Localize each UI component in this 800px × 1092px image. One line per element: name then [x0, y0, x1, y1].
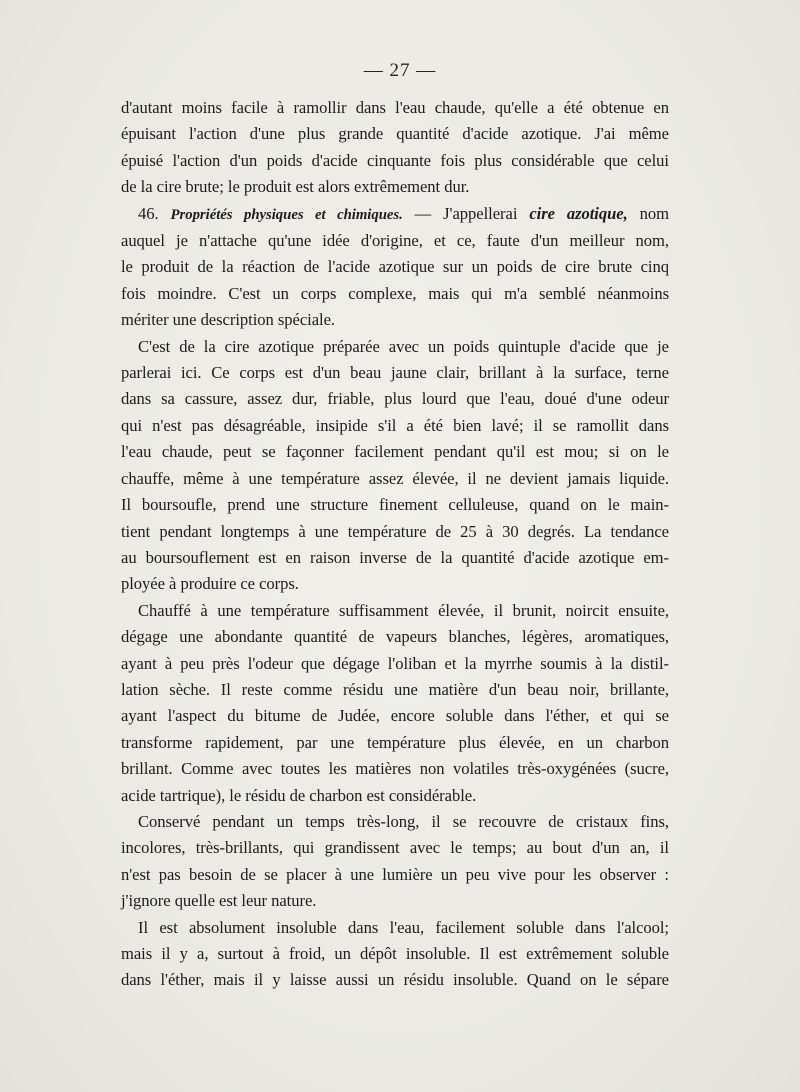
section-title: Propriétés physiques et chimiques. [170, 206, 403, 223]
paragraph [121, 915, 669, 994]
text-line: de la cire brute; le produit est alors extrêmement dur. [121, 177, 470, 197]
text-line: auquel je n'attache qu'une idée d'origine, et ce, faute d'un meilleur nom, [121, 231, 669, 251]
text-line: d'autant moins facile à ramollir dans l'eau chaude, qu'elle a été obtenue en [121, 98, 669, 117]
text-line: mais il y a, surtout à froid, un dépôt insoluble. Il est extrêmement soluble [121, 944, 669, 963]
text-line: incolores, très-brillants, qui grandissent avec le temps; au bout d'un an, il [121, 838, 669, 858]
text-line: ployée à produire ce corps. [121, 574, 299, 594]
text-line: acide tartrique), le résidu de charbon est considérable. [121, 785, 477, 805]
section-heading-line [121, 201, 669, 228]
text-line: Conservé pendant un temps très-long, il se recouvre de cristaux fins, [138, 811, 669, 831]
text-line: ayant à peu près l'odeur que dégage l'oliban et la myrrhe soumis à la distil- [121, 653, 669, 673]
text-line: ayant l'aspect du bitume de Judée, encore soluble dans l'éther, et qui se [121, 706, 669, 726]
text-line: qui n'est pas désagréable, insipide s'il a été bien lavé; il se ramollit dans [121, 415, 669, 435]
paragraph [121, 598, 669, 809]
text-line: Chauffé à une température suffisamment élevée, il brunit, noircit ensuite, [138, 600, 669, 620]
text-line: n'est pas besoin de se placer à une lumière un peu vive pour les observer : [121, 864, 669, 884]
text-line: Il est absolument insoluble dans l'eau, facilement soluble dans l'alcool; [138, 917, 669, 937]
text-line: lation sèche. Il reste comme résidu une matière d'un beau noir, brillante, [121, 679, 669, 699]
text-line: j'ignore quelle est leur nature. [121, 891, 317, 911]
section-number: 46. [138, 203, 159, 223]
paragraph [121, 334, 669, 598]
text-line: mériter une description spéciale. [121, 310, 335, 330]
text-line: dégage une abondante quantité de vapeurs blanches, légères, aromatiques, [121, 627, 669, 647]
text-line: épuisé l'action d'un poids d'acide cinquante fois plus considérable que celui [121, 150, 669, 170]
text-line: dans l'éther, mais il y laisse aussi un résidu insoluble. Quand on le sépare [121, 970, 669, 990]
page-number: — 27 — [363, 60, 437, 81]
text-line: brillant. Comme avec toutes les matières non volatiles très-oxygénées (sucre, [121, 759, 669, 779]
section-text: — J'appellerai [402, 203, 530, 223]
defined-term: cire azotique, [529, 203, 628, 223]
text-line: chauffe, même à une température assez élevée, il ne devient jamais liquide. [121, 468, 669, 488]
text-line: au boursouflement est en raison inverse de la quantité d'acide azotique em- [121, 547, 669, 567]
text-line: C'est de la cire azotique préparée avec un poids quintuple d'acide que je [138, 336, 669, 356]
body-text [121, 95, 669, 994]
text-line: fois moindre. C'est un corps complexe, mais qui m'a semblé néanmoins [121, 283, 669, 303]
text-line: transforme rapidement, par une température plus élevée, en un charbon [121, 732, 669, 752]
text-line: épuisant l'action d'une plus grande quantité d'acide azotique. J'ai même [121, 124, 669, 144]
paragraph-continuation [121, 95, 669, 201]
section-46-paragraph [121, 201, 669, 334]
paragraph [121, 809, 669, 915]
text-line: le produit de la réaction de l'acide azotique sur un poids de cire brute cinq [121, 257, 669, 277]
section-text: nom [627, 203, 669, 223]
text-line: parlerai ici. Ce corps est d'un beau jaune clair, brillant à la surface, terne [121, 363, 669, 383]
text-line: l'eau chaude, peut se façonner facilement pendant qu'il est mou; si on le [121, 442, 669, 462]
text-line: Il boursoufle, prend une structure finement celluleuse, quand on le main- [121, 495, 669, 515]
text-line: tient pendant longtemps à une température de 25 à 30 degrés. La tendance [121, 521, 669, 541]
text-line: dans sa cassure, assez dur, friable, plus lourd que l'eau, doué d'une odeur [121, 389, 669, 409]
